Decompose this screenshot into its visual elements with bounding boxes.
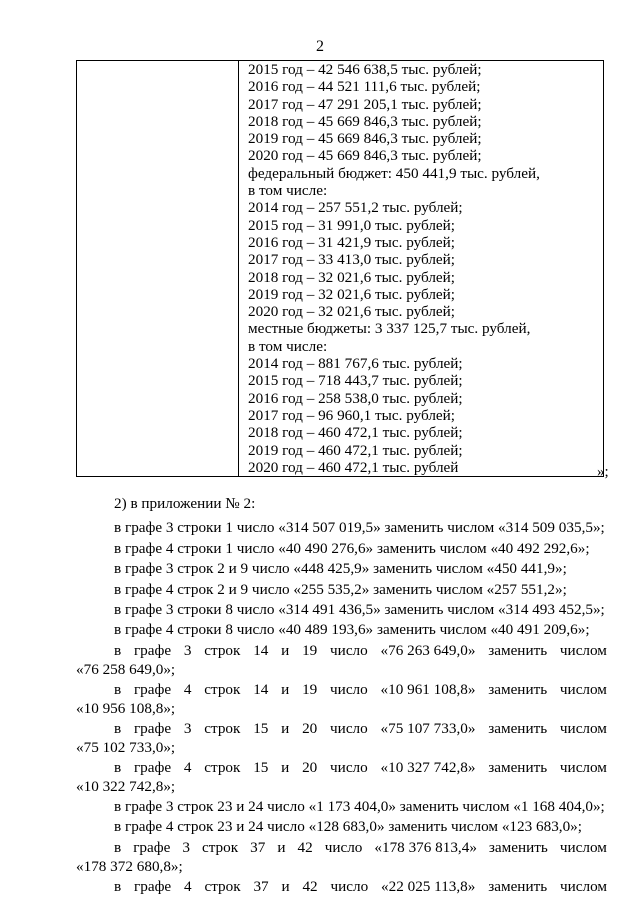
amendment-line-14-19-col3 xyxy=(76,641,607,661)
amendment-line: в графе 3 строки 1 число «314 507 019,5» заменить числом «314 509 035,5»; xyxy=(114,519,605,537)
word: заменить xyxy=(488,838,548,856)
funding-line: 2015 год – 31 991,0 тыс. рублей; xyxy=(248,216,456,234)
word: в xyxy=(114,680,122,698)
word: 14 xyxy=(253,680,269,698)
word: числом xyxy=(559,719,607,737)
word: строк xyxy=(204,641,241,659)
word: 3 xyxy=(183,719,192,737)
word: и xyxy=(281,758,290,776)
word: в xyxy=(114,877,122,895)
word: в xyxy=(114,641,122,659)
word: заменить xyxy=(488,680,548,698)
word: графе xyxy=(133,680,172,698)
word: заменить xyxy=(488,719,548,737)
word: числом xyxy=(559,877,607,895)
amendment-line-23-24-col4: в графе 4 строк 23 и 24 число «128 683,0» заменить числом «123 683,0»; xyxy=(114,818,582,836)
amendment-line-continuation: «10 956 108,8»; xyxy=(76,700,176,718)
word: 42 xyxy=(297,838,313,856)
amendment-line: в графе 4 строки 1 число «40 490 276,6» заменить числом «40 492 292,6»; xyxy=(114,539,590,557)
word: строк xyxy=(201,838,239,856)
word: строк xyxy=(204,758,241,776)
funding-line: 2017 год – 47 291 205,1 тыс. рублей; xyxy=(248,95,482,113)
word: числом xyxy=(559,641,607,659)
funding-line: 2017 год – 96 960,1 тыс. рублей; xyxy=(248,406,456,424)
word: «10 327 742,8» xyxy=(380,758,476,776)
word: графе xyxy=(134,877,172,895)
amendment-line-37-42-col4 xyxy=(76,877,607,897)
amendment-line-15-20-col4 xyxy=(76,758,607,778)
word: 20 xyxy=(302,719,318,737)
amendment-line-continuation: «75 102 733,0»; xyxy=(76,739,176,757)
word: и xyxy=(281,877,290,895)
word: число xyxy=(330,877,369,895)
word: 42 xyxy=(302,877,318,895)
funding-line: 2019 год – 45 669 846,3 тыс. рублей; xyxy=(248,130,482,148)
word: в xyxy=(114,758,122,776)
word: 15 xyxy=(253,719,269,737)
word: число xyxy=(324,838,363,856)
word: строк xyxy=(204,877,241,895)
word: графе xyxy=(133,758,172,776)
word: 37 xyxy=(250,838,266,856)
word: «75 107 733,0» xyxy=(380,719,476,737)
word: заменить xyxy=(488,877,548,895)
funding-line: 2016 год – 258 538,0 тыс. рублей; xyxy=(248,389,463,407)
table-right-cell xyxy=(239,61,604,477)
word: и xyxy=(281,719,290,737)
funding-line: 2020 год – 32 021,6 тыс. рублей; xyxy=(248,303,456,321)
word: 19 xyxy=(302,680,318,698)
funding-line: федеральный бюджет: 450 441,9 тыс. рублей, xyxy=(248,164,540,182)
amendment-line: в графе 4 строк 2 и 9 число «255 535,2» заменить числом «257 551,2»; xyxy=(114,580,567,598)
word: графе xyxy=(133,641,172,659)
funding-line: 2015 год – 42 546 638,5 тыс. рублей; xyxy=(248,61,482,78)
table-closing-quote: »; xyxy=(597,464,609,480)
funding-line: в том числе: xyxy=(248,337,328,355)
amendment-line: в графе 4 строки 8 число «40 489 193,6» заменить числом «40 491 209,6»; xyxy=(114,621,590,639)
word: заменить xyxy=(488,758,548,776)
funding-line: 2014 год – 881 767,6 тыс. рублей; xyxy=(248,355,463,373)
word: «178 376 813,4» xyxy=(374,838,477,856)
section-heading: 2) в приложении № 2: xyxy=(114,495,256,512)
funding-line: 2014 год – 257 551,2 тыс. рублей; xyxy=(248,199,463,217)
funding-line: 2018 год – 460 472,1 тыс. рублей; xyxy=(248,424,463,442)
funding-line: 2020 год – 460 472,1 тыс. рублей xyxy=(248,458,459,476)
word: заменить xyxy=(488,641,548,659)
amendment-line-23-24-col3: в графе 3 строк 23 и 24 число «1 173 404,0» заменить числом «1 168 404,0»; xyxy=(114,797,605,815)
funding-line: 2018 год – 45 669 846,3 тыс. рублей; xyxy=(248,112,482,130)
amendments-section xyxy=(76,494,607,896)
word: «76 263 649,0» xyxy=(380,641,476,659)
word: строк xyxy=(204,680,241,698)
amendment-line: в графе 3 строки 8 число «314 491 436,5» заменить числом «314 493 452,5»; xyxy=(114,601,605,619)
word: 14 xyxy=(253,641,269,659)
funding-line: местные бюджеты: 3 337 125,7 тыс. рублей, xyxy=(248,320,531,338)
amendment-lines xyxy=(76,518,607,640)
funding-line: 2019 год – 32 021,6 тыс. рублей; xyxy=(248,285,456,303)
word: числом xyxy=(559,680,607,698)
funding-line: 2019 год – 460 472,1 тыс. рублей; xyxy=(248,441,463,459)
amendment-line-continuation: «76 258 649,0»; xyxy=(76,661,176,679)
word: в xyxy=(114,838,122,856)
word: строк xyxy=(204,719,241,737)
amendment-line-continuation: «10 322 742,8»; xyxy=(76,778,176,796)
word: в xyxy=(114,719,122,737)
word: 4 xyxy=(183,680,192,698)
page-number: 2 xyxy=(316,38,324,55)
funding-line: 2017 год – 33 413,0 тыс. рублей; xyxy=(248,251,456,269)
word: «22 025 113,8» xyxy=(381,877,476,895)
amendment-line: в графе 3 строк 2 и 9 число «448 425,9» заменить числом «450 441,9»; xyxy=(114,560,567,578)
funding-line: 2018 год – 32 021,6 тыс. рублей; xyxy=(248,268,456,286)
word: 4 xyxy=(183,758,192,776)
word: 4 xyxy=(184,877,192,895)
funding-line: 2016 год – 31 421,9 тыс. рублей; xyxy=(248,233,456,251)
word: и xyxy=(277,838,286,856)
word: числом xyxy=(559,838,607,856)
word: и xyxy=(281,680,290,698)
word: число xyxy=(330,641,368,659)
word: графе xyxy=(133,838,171,856)
word: 20 xyxy=(302,758,318,776)
funding-line: 2015 год – 718 443,7 тыс. рублей; xyxy=(248,372,463,390)
word: 37 xyxy=(253,877,269,895)
amendment-line-14-19-col4 xyxy=(76,680,607,700)
table-left-cell xyxy=(77,61,239,477)
amendment-line-15-20-col3 xyxy=(76,719,607,739)
word: 3 xyxy=(182,838,190,856)
amendment-line-37-42-col3 xyxy=(76,838,607,858)
funding-line: 2016 год – 44 521 111,6 тыс. рублей; xyxy=(248,78,481,96)
funding-line: в том числе: xyxy=(248,182,328,200)
word: число xyxy=(330,719,368,737)
word: «10 961 108,8» xyxy=(380,680,476,698)
word: 15 xyxy=(253,758,269,776)
word: 3 xyxy=(183,641,192,659)
amendment-line-continuation: «178 372 680,8»; xyxy=(76,858,183,876)
word: графе xyxy=(133,719,172,737)
funding-lines xyxy=(244,61,603,476)
word: число xyxy=(330,758,368,776)
word: 19 xyxy=(302,641,318,659)
word: число xyxy=(330,680,368,698)
word: и xyxy=(281,641,290,659)
funding-table xyxy=(76,60,604,477)
funding-line: 2020 год – 45 669 846,3 тыс. рублей; xyxy=(248,147,482,165)
word: числом xyxy=(559,758,607,776)
